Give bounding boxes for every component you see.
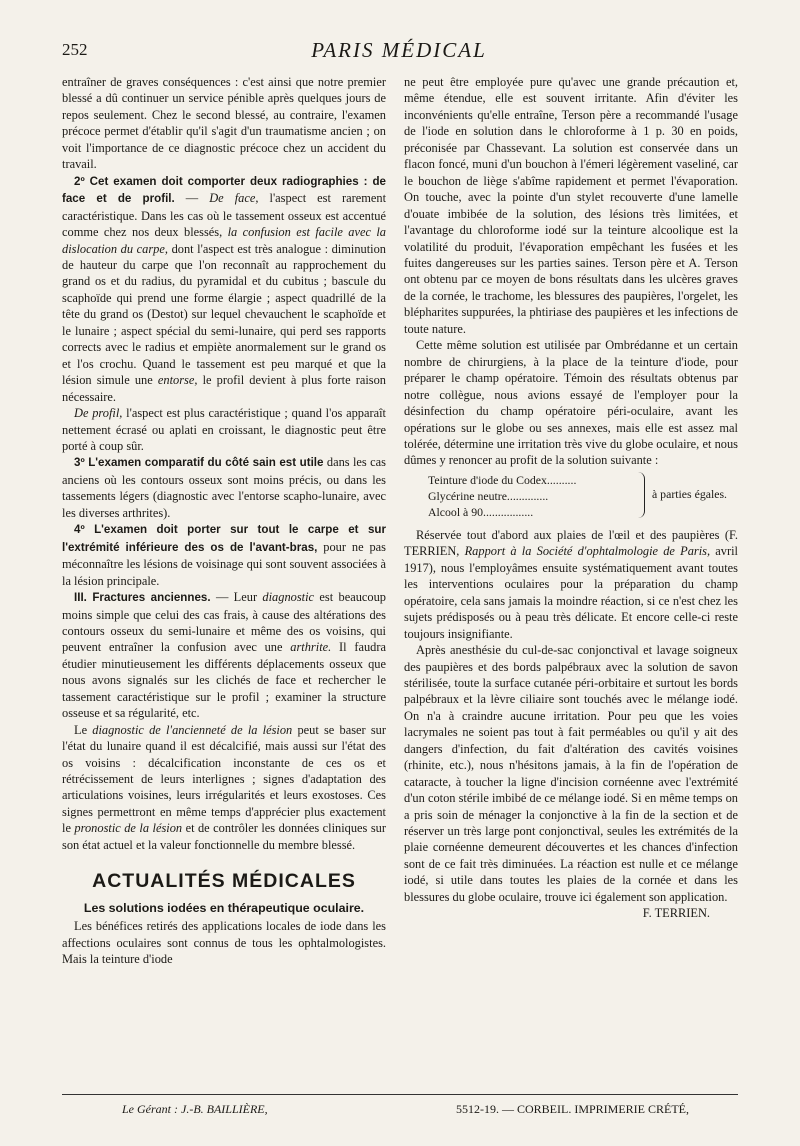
running-title: PARIS MÉDICAL [311, 38, 487, 62]
article-title: Les solutions iodées en thérapeutique oculaire. [83, 900, 365, 915]
page-header [62, 38, 736, 66]
paragraph: 3º L'examen comparatif du côté sain est utile dans les cas anciens où les contours osseux sont moins précis, ou dans les tassements légers (diagnostic avec l'entorse scapho-lunaire, avec les diverses arthrites). [62, 455, 386, 520]
left-column [62, 74, 386, 968]
paragraph: III. Fractures anciennes. — Leur diagnostic est beaucoup moins simple que celui des cas frais, à cause des altérations des contours osseux du semi-lunaire et même des os voisins, qui peuvent entraîner la confusion avec une arthrite. Il faudra étudier minutieusement les différents déplacements osseux que nous avons signalés sur les clichés de face et rechercher le tassement caractéristique sur le profil ; examiner la structure osseuse et sa régularité, etc. [62, 590, 387, 721]
footer-divider [62, 1094, 738, 1095]
right-column [404, 74, 738, 922]
paragraph: Le diagnostic de l'ancienneté de la lésion peut se baser sur l'état du lunaire quand il est décalcifié, mais aussi sur l'état des os voisins : décalcification inconstante de ces os et rétrécissement de leurs interlignes ; signes d'adaptation des articulations voisines, leurs irrégularités et leurs exostoses. Ces signes permettront en même temps d'apprécier plus exactement le pronostic de la lésion et de contrôler les données cliniques sur son état actuel et la valeur fonctionnelle du membre blessé. [62, 722, 386, 852]
paragraph: entraîner de graves conséquences : c'est ainsi que notre premier blessé a dû continuer un service pénible après quelques jours de repos seulement. Chez le second blessé, au contraire, l'examen précoce permet d'établir qu'il s'agit d'un traumatisme ancien ; on voit l'importance de ce diagnostic précoce chez un accident du travail. [62, 75, 386, 172]
brace-icon [638, 472, 645, 518]
section-heading: 4º L'examen doit porter sur tout le carpe et sur l'extrémité inférieure des os de l'avant-bras, [62, 523, 386, 554]
author-signature: F. TERRIEN. [642, 906, 710, 921]
section-heading: 3º L'examen comparatif du côté sain est utile [74, 456, 324, 470]
paragraph: Les bénéfices retirés des applications locales de iode dans les affections oculaires sont connus de tous les ophtalmologistes. Mais la teinture d'iode [62, 919, 386, 967]
paragraph: Réservée tout d'abord aux plaies de l'œil et des paupières (F. TERRIEN, Rapport à la Société d'ophtalmologie de Paris, avril 1917), nous l'employâmes ensuite systématiquement avant toutes les interventions oculaires pour la préparation du champ opératoire, cela sans jamais la moindre réaction, si ce n'est chez les sujets prédisposés ou à peau très délicate. Et encore celle-ci reste toujours insignifiante. [404, 527, 738, 641]
footer-printer: 5512-19. — CORBEIL. IMPRIMERIE CRÉTÉ, [456, 1102, 689, 1116]
recipe-formula [428, 472, 738, 522]
paragraph: 2º Cet examen doit comporter deux radiographies : de face et de profil. — De face, l'aspect est rarement caractéristique. Dans les cas où le tassement osseux est accentué comme chez nos deux blessés, la confusion est facile avec la dislocation du carpe, dont l'aspect est très analogue : diminution de hauteur du carpe que l'on reconnaît au rapprochement du grand os et du radius, du pyramidal et du cubitus ; bascule du scaphoïde qui prend une forme élargie ; aspect quadrillé de la tête du grand os (Destot) sur lequel chevauchent le scaphoïde et le lunaire ; aspect spécial du semi-lunaire, qui perd ses rapports corrects avec le radius et empiète anormalement sur le grand os et l'os crochu. Quand le tassement est peu marqué et que la lésion simule une entorse, le profil devient à plus forte raison nécessaire. [62, 174, 387, 404]
recipe-proportion: à parties égales. [652, 486, 728, 501]
section-title: ACTUALITÉS MÉDICALES [92, 870, 356, 893]
paragraph: De profil, l'aspect est plus caractéristique ; quand l'os apparaît nettement écrasé ou aplati en croissant, le diagnostic peut être porté à coup sûr. [62, 406, 386, 453]
recipe-line: Alcool à 90................. [428, 504, 534, 519]
footer-manager: Le Gérant : J.-B. BAILLIÈRE, [122, 1102, 268, 1116]
paragraph: Cette même solution est utilisée par Ombrédanne et un certain nombre de chirurgiens, à la place de la teinture d'iode, pour préparer le champ opératoire. Témoin des résultats obtenus par notre collègue, nous avions essayé de l'employer pour la désinfection du champ opératoire péri-oculaire, avant les opérations sur le globe ou ses annexes, mais elle est assez mal tolérée, détermine une irritation très vive du globe oculaire, et nous dûmes y renoncer au profit de la solution suivante : [404, 338, 738, 468]
paragraph: Après anesthésie du cul-de-sac conjonctival et lavage soigneux des paupières et des bords palpébraux avec la solution de savon stérilisée, toute la surface cutanée péri-orbitaire et surtout les bords palpébraux et la lèvre ciliaire sont touchés avec le mélange iodé. On n'a à craindre aucune irritation. Pour peu que les voies lacrymales ne soient pas tout à fait perméables ou qu'il y ait des dangers d'infection, du fait d'altération des cavités voisines (rhinite, etc.), nous n'hésitons jamais, à la fin de l'opération de cataracte, à toucher la ligne d'incision cornéenne avec l'extrémité d'un coton stérile imbibé de ce mélange iodé. Si en même temps on a pris soin de ménager la conjonctive à la fin de la section et de réserver un très large pont conjonctival, seules les extrémités de la plaie cornéenne demeurent découvertes et les chances d'infection sont de ce fait très diminuées. La réaction est nulle et ce mélange iodé, si utile dans toutes les plaies de la cornée et dans les blessures du globe oculaire, trouve ici également son application. [404, 643, 738, 904]
paragraph: 4º L'examen doit porter sur tout le carpe et sur l'extrémité inférieure des os de l'avant-bras, pour ne pas méconnaître les lésions de voisinage qui sont souvent associées à la lésion principale. [62, 523, 386, 588]
paragraph: ne peut être employée pure qu'avec une grande précaution et, même étendue, elle est souvent irritante. Afin d'éviter les inconvénients qu'elle entraîne, Terson père a recommandé l'usage de l'iode en solution dans le chloroforme à 1 p. 30 en poids, préconisée par Chassevant. La solution est conservée dans un flacon foncé, muni d'un bouchon à l'émeri légèrement vaseliné, car le bouchon de liège s'abîme rapidement et permet l'évaporation. On touche, avec la pointe d'un stylet recouverte d'une lamelle d'ouate imbibée de la solution, des lésions très limitées, et l'avantage du chloroforme iodé sur la teinture alcoolique est la volatilité du produit, l'évaporation empêchant les fusées et les fuites dangereuses sur les parties saines. Terson père et A. Terson ont obtenu par ce moyen de bons résultats dans les ulcères graves de la cornée, le trachome, les blessures des paupières, l'orgelet, les blépharites suppurées, la phtiriase des paupières et les infections de toute nature. [404, 75, 738, 336]
page-number: 252 [62, 40, 88, 59]
section-heading: 2º Cet examen doit comporter deux radiographies : de face et de profil. [62, 174, 386, 206]
section-heading: III. Fractures anciennes. [74, 591, 211, 605]
recipe-line: Teinture d'iode du Codex.......... [428, 472, 577, 487]
recipe-line: Glycérine neutre.............. [428, 488, 549, 503]
